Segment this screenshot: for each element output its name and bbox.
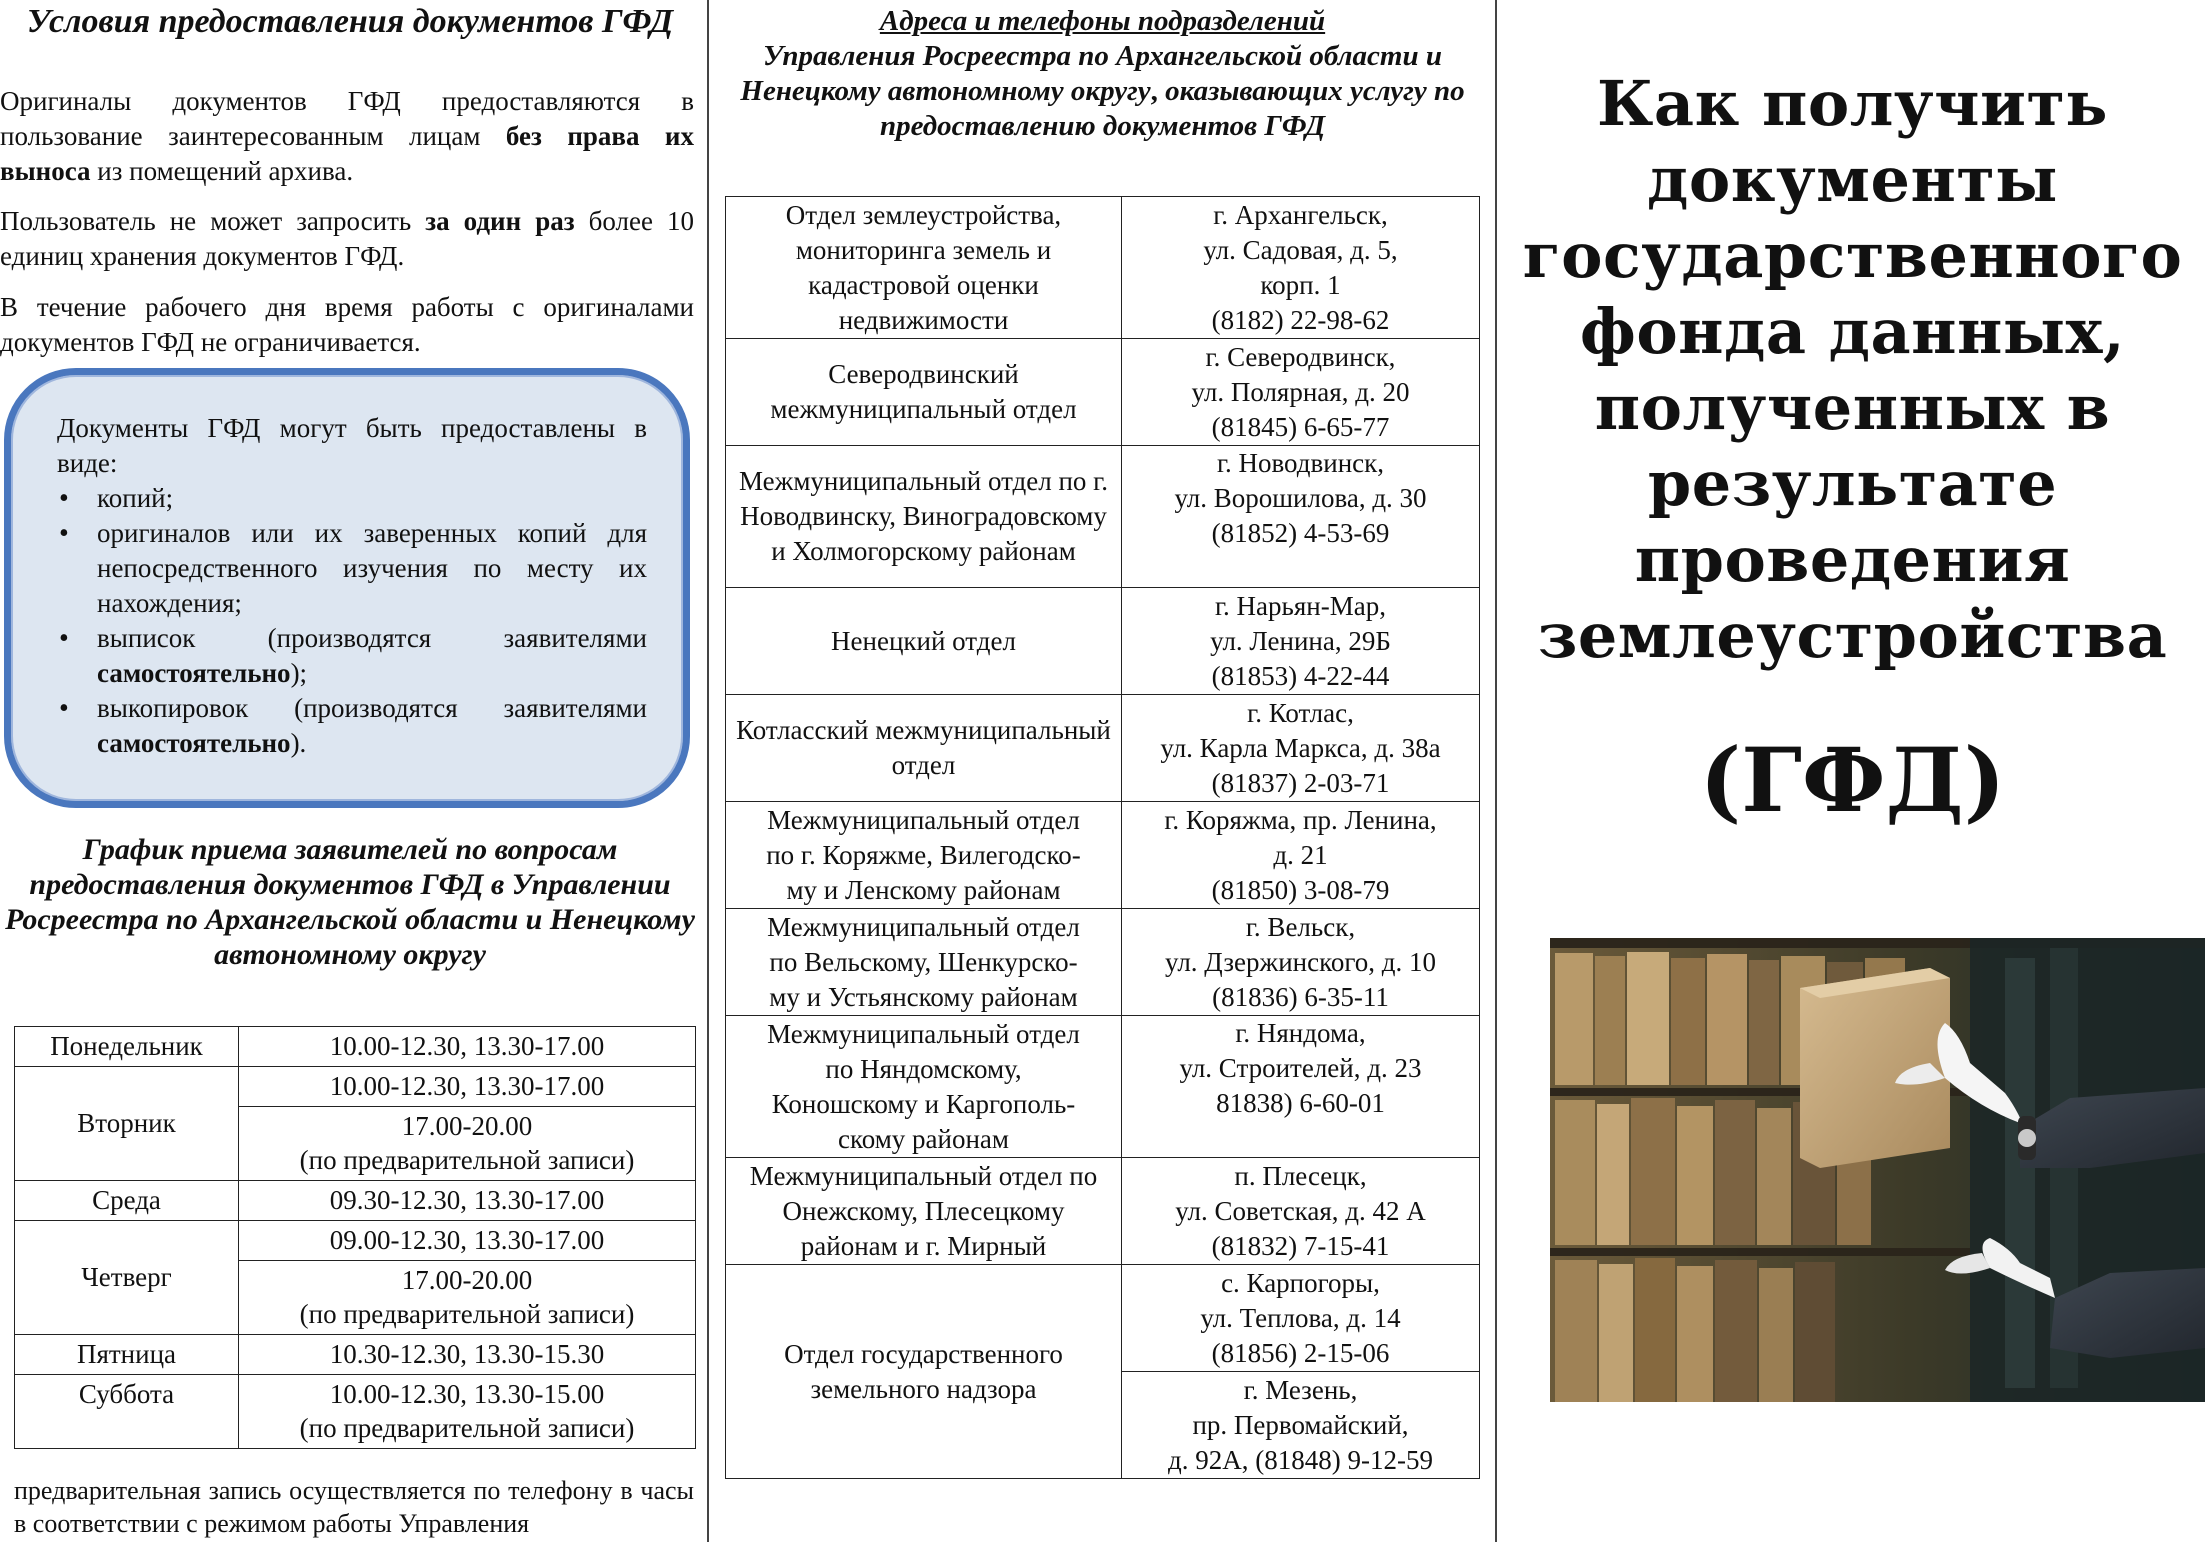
conditions-title: Условия предоставления документов ГФД bbox=[26, 3, 674, 40]
addresses-title: Адреса и телефоны подразделений Управления Росреестра по Архангельской области и Ненецкому автономному округу, оказывающих услугу по предоставлению документов ГФД bbox=[740, 5, 1465, 142]
schedule-day: Среда bbox=[15, 1181, 239, 1221]
table-row bbox=[726, 802, 1480, 909]
department-address: г. Северодвинск, ул. Полярная, д. 20 (81845) 6-65-77 bbox=[1122, 339, 1480, 446]
department-name: Межмуниципальный отдел по Вельскому, Шенкурско- му и Устьянскому районам bbox=[726, 909, 1122, 1016]
table-row bbox=[15, 1181, 696, 1221]
department-address: г. Коряжма, пр. Ленина, д. 21 (81850) 3-08-79 bbox=[1122, 802, 1480, 909]
column-divider bbox=[1495, 0, 1497, 1542]
cover-title: Как получить документы государственного фонда данных, полученных в результате проведения землеустройства bbox=[1522, 67, 2183, 672]
department-address: г. Няндома, ул. Строителей, д. 23 81838) 6-60-01 bbox=[1122, 1016, 1480, 1158]
table-row bbox=[726, 1158, 1480, 1265]
forms-list-item: • оригиналов или их заверенных копий для непосредственного изучения по месту их нахождения; bbox=[57, 516, 647, 621]
table-row bbox=[15, 1027, 696, 1067]
table-row bbox=[15, 1067, 696, 1107]
schedule-day: Понедельник bbox=[15, 1027, 239, 1067]
department-address: г. Архангельск, ул. Садовая, д. 5, корп. 1 (8182) 22-98-62 bbox=[1122, 197, 1480, 339]
schedule-hours: 09.00-12.30, 13.30-17.00 bbox=[239, 1221, 696, 1261]
schedule-day: Суббота bbox=[15, 1375, 239, 1449]
addresses-table bbox=[725, 196, 1480, 1479]
schedule-day: Четверг bbox=[15, 1221, 239, 1335]
department-name: Ненецкий отдел bbox=[726, 588, 1122, 695]
department-name: Котласский межмуниципальный отдел bbox=[726, 695, 1122, 802]
department-address: г. Мезень, пр. Первомайский, д. 92А, (81848) 9-12-59 bbox=[1122, 1372, 1480, 1479]
department-name: Отдел землеустройства, мониторинга земель и кадастровой оценки недвижимости bbox=[726, 197, 1122, 339]
table-row bbox=[726, 197, 1480, 339]
column-divider bbox=[707, 0, 709, 1542]
forms-list-item: • выписок (производятся заявителями самостоятельно); bbox=[57, 621, 647, 691]
schedule-footnote: предварительная запись осуществляется по телефону в часы в соответствии с режимом работы Управления bbox=[14, 1476, 694, 1538]
department-name: Отдел государственного земельного надзора bbox=[726, 1265, 1122, 1479]
table-row bbox=[726, 339, 1480, 446]
department-address: п. Плесецк, ул. Советская, д. 42 А (81832) 7-15-41 bbox=[1122, 1158, 1480, 1265]
schedule-hours: 10.00-12.30, 13.30-15.00 (по предварительной записи) bbox=[239, 1375, 696, 1449]
department-name: Межмуниципальный отдел по г. Новодвинску, Виноградовскому и Холмогорскому районам bbox=[726, 446, 1122, 588]
forms-list-item: • выкопировок (производятся заявителями самостоятельно). bbox=[57, 691, 647, 761]
schedule-day: Вторник bbox=[15, 1067, 239, 1181]
conditions-paragraph-1: Оригиналы документов ГФД предоставляются в пользование заинтересованным лицам без права их выноса из помещений архива. bbox=[0, 86, 694, 186]
table-row bbox=[726, 909, 1480, 1016]
cover-abbreviation: (ГФД) bbox=[1699, 728, 2006, 832]
schedule-hours: 10.00-12.30, 13.30-17.00 bbox=[239, 1027, 696, 1067]
schedule-hours: 10.30-12.30, 13.30-15.30 bbox=[239, 1335, 696, 1375]
department-address: с. Карпогоры, ул. Теплова, д. 14 (81856) 2-15-06 bbox=[1122, 1265, 1480, 1372]
forms-list bbox=[57, 481, 647, 761]
forms-list-item: • копий; bbox=[57, 481, 647, 516]
schedule-table bbox=[14, 1026, 696, 1449]
archive-shelves-image bbox=[1550, 938, 2205, 1402]
schedule-hours: 17.00-20.00 (по предварительной записи) bbox=[239, 1261, 696, 1335]
cover-column bbox=[1500, 0, 2205, 1542]
table-row bbox=[15, 1375, 696, 1449]
department-address: г. Новодвинск, ул. Ворошилова, д. 30 (81852) 4-53-69 bbox=[1122, 446, 1480, 588]
conditions-paragraph-2: Пользователь не может запросить за один раз более 10 единиц хранения документов ГФД. bbox=[0, 206, 694, 271]
document-forms-content bbox=[57, 411, 647, 761]
forms-intro: Документы ГФД могут быть предоставлены в виде: bbox=[57, 413, 647, 478]
table-row bbox=[726, 1265, 1480, 1372]
department-name: Межмуниципальный отдел по Онежскому, Плесецкому районам и г. Мирный bbox=[726, 1158, 1122, 1265]
schedule-hours: 09.30-12.30, 13.30-17.00 bbox=[239, 1181, 696, 1221]
table-row bbox=[15, 1221, 696, 1261]
table-row bbox=[15, 1335, 696, 1375]
conditions-paragraph-3: В течение рабочего дня время работы с оригиналами документов ГФД не ограничивается. bbox=[0, 292, 694, 357]
schedule-hours: 17.00-20.00 (по предварительной записи) bbox=[239, 1107, 696, 1181]
department-name: Межмуниципальный отдел по г. Коряжме, Вилегодско- му и Ленскому районам bbox=[726, 802, 1122, 909]
document-forms-box bbox=[4, 368, 690, 808]
department-name: Межмуниципальный отдел по Няндомскому, Коношскому и Каргополь- скому районам bbox=[726, 1016, 1122, 1158]
table-row bbox=[726, 446, 1480, 588]
conditions-column bbox=[0, 0, 700, 1542]
table-row bbox=[726, 588, 1480, 695]
table-row bbox=[726, 695, 1480, 802]
department-address: г. Котлас, ул. Карла Маркса, д. 38а (81837) 2-03-71 bbox=[1122, 695, 1480, 802]
archive-photo bbox=[1550, 938, 2205, 1402]
department-address: г. Вельск, ул. Дзержинского, д. 10 (81836) 6-35-11 bbox=[1122, 909, 1480, 1016]
table-row bbox=[726, 1016, 1480, 1158]
addresses-column bbox=[720, 0, 1485, 1542]
schedule-hours: 10.00-12.30, 13.30-17.00 bbox=[239, 1067, 696, 1107]
schedule-day: Пятница bbox=[15, 1335, 239, 1375]
department-name: Северодвинский межмуниципальный отдел bbox=[726, 339, 1122, 446]
department-address: г. Нарьян-Мар, ул. Ленина, 29Б (81853) 4-22-44 bbox=[1122, 588, 1480, 695]
schedule-title: График приема заявителей по вопросам предоставления документов ГФД в Управлении Росреестра по Архангельской области и Ненецкому автономному округу bbox=[5, 833, 695, 971]
